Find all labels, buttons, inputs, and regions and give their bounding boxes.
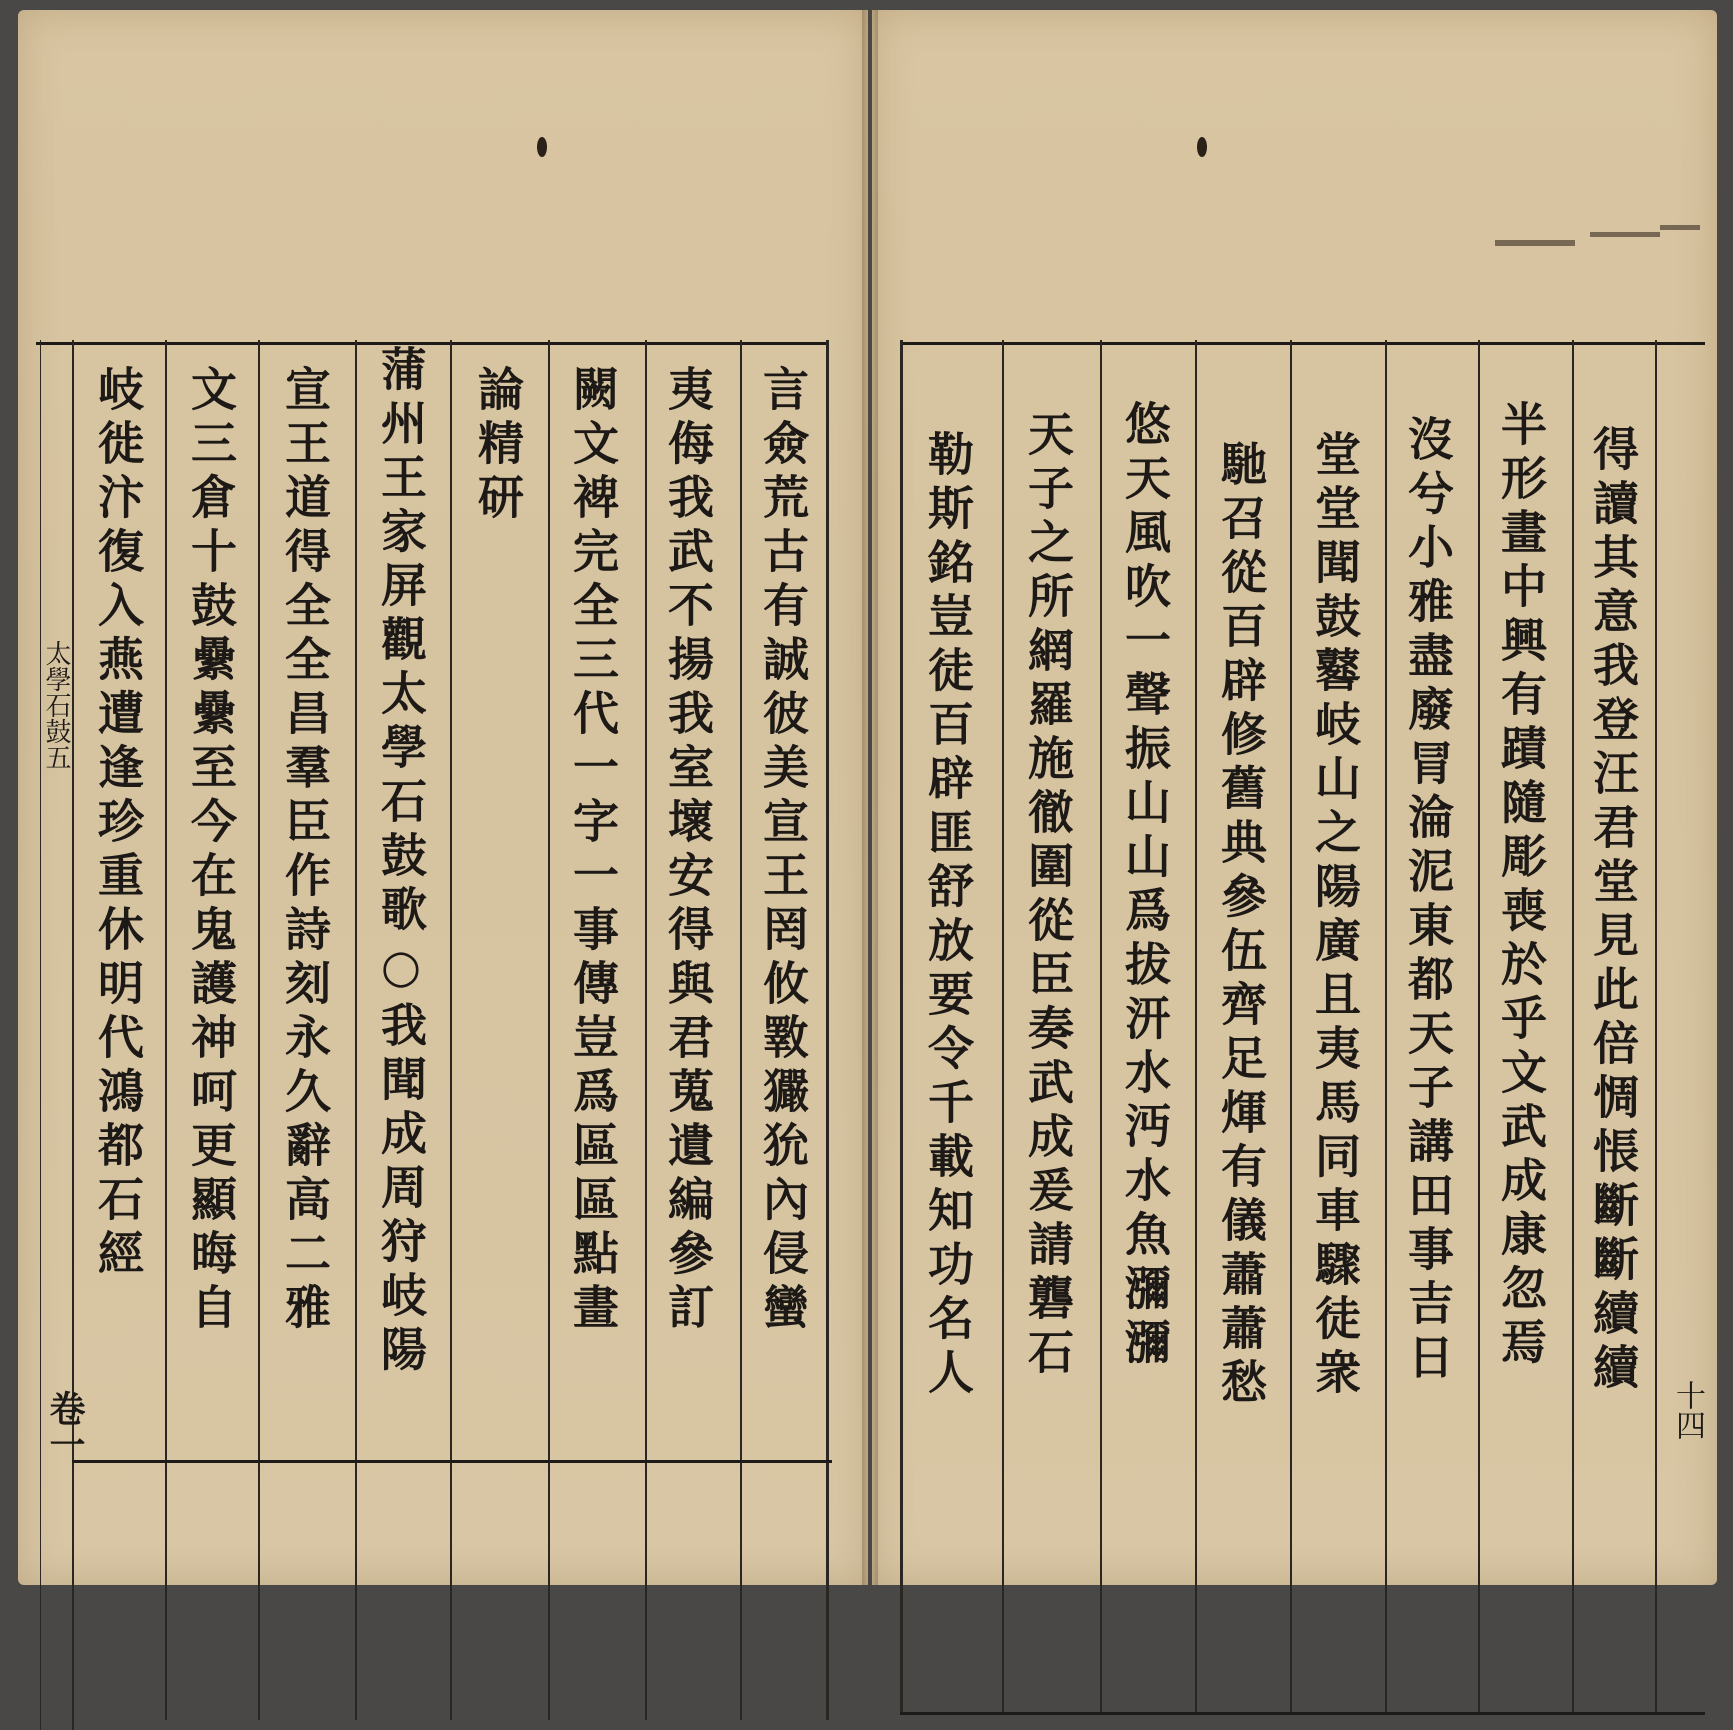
- text-column: 悠天風吹一聲振山山爲拔汧水沔水魚瀰瀰: [1118, 400, 1172, 1372]
- text-column: 得讀其意我登汪君堂見此倍惆悵斷斷續續: [1586, 425, 1640, 1397]
- column-rule: [72, 340, 74, 1730]
- text-column: 蒲州王家屏觀太學石鼓歌○我聞成周狩岐陽: [374, 345, 428, 1379]
- bottom-border-right: [900, 1712, 1705, 1715]
- text-column: 勒斯銘豈徒百辟匪舒放要令千載知功名人: [921, 430, 975, 1402]
- top-border-left: [36, 342, 826, 345]
- column-rule: [1478, 340, 1480, 1715]
- text-column: 馳召從百辟修舊典參伍齊足煇有儀蕭蕭愁: [1214, 440, 1268, 1412]
- margin-title: 太學石鼓五: [41, 640, 71, 770]
- text-column: 岐徙汴復入燕遭逢珍重休明代鴻都石經: [91, 365, 145, 1283]
- text-column: 半形畫中興有蹟隨彫喪於乎文武成康忽焉: [1494, 400, 1548, 1372]
- volume-label: 卷一: [44, 1390, 86, 1462]
- ink-smudge: [1495, 240, 1575, 246]
- column-rule: [826, 340, 829, 1720]
- column-rule: [1290, 340, 1292, 1715]
- column-rule: [740, 340, 742, 1720]
- outer-rule: [40, 340, 41, 1730]
- ink-smudge: [1660, 225, 1700, 230]
- column-rule: [1002, 340, 1004, 1715]
- page-number: 十四: [1670, 1380, 1705, 1440]
- book-gutter: [862, 10, 878, 1585]
- column-rule: [900, 340, 903, 1715]
- text-column: 天子之所網羅施徹圍從臣奏武成爰請礱石: [1021, 410, 1075, 1382]
- text-column: 論精研: [471, 365, 525, 527]
- bottom-border-left: [72, 1460, 832, 1463]
- column-rule: [1572, 340, 1574, 1715]
- binding-hole-left: [537, 137, 547, 157]
- text-column: 夷侮我武不揚我室壞安得與君蒐遺編參訂: [661, 365, 715, 1337]
- column-rule: [355, 340, 357, 1720]
- text-column: 文三倉十鼓纍纍至今在鬼護神呵更顯晦自: [184, 365, 238, 1337]
- text-column: 沒兮小雅盡廢冐淪泥東都天子講田事吉日: [1401, 415, 1455, 1387]
- text-column: 闕文裨完全三代一字一事傳豈爲區區點畫: [566, 365, 620, 1337]
- column-rule: [645, 340, 647, 1720]
- text-column: 言僉荒古有誠彼美宣王罔攸斁玁狁內侵蠻: [756, 365, 810, 1337]
- column-rule: [1655, 340, 1657, 1715]
- text-column: 宣王道得全全昌羣臣作詩刻永久辭高二雅: [278, 365, 332, 1337]
- binding-hole-right: [1197, 137, 1207, 157]
- text-column: 堂堂聞鼓鼛岐山之陽廣且夷馬同車驟徒衆: [1308, 430, 1362, 1402]
- column-rule: [1100, 340, 1102, 1715]
- column-rule: [1385, 340, 1387, 1715]
- ink-smudge: [1590, 232, 1660, 237]
- column-rule: [165, 340, 167, 1720]
- column-rule: [258, 340, 260, 1720]
- column-rule: [548, 340, 550, 1720]
- column-rule: [1195, 340, 1197, 1715]
- column-rule: [450, 340, 452, 1720]
- top-border-right: [900, 342, 1705, 345]
